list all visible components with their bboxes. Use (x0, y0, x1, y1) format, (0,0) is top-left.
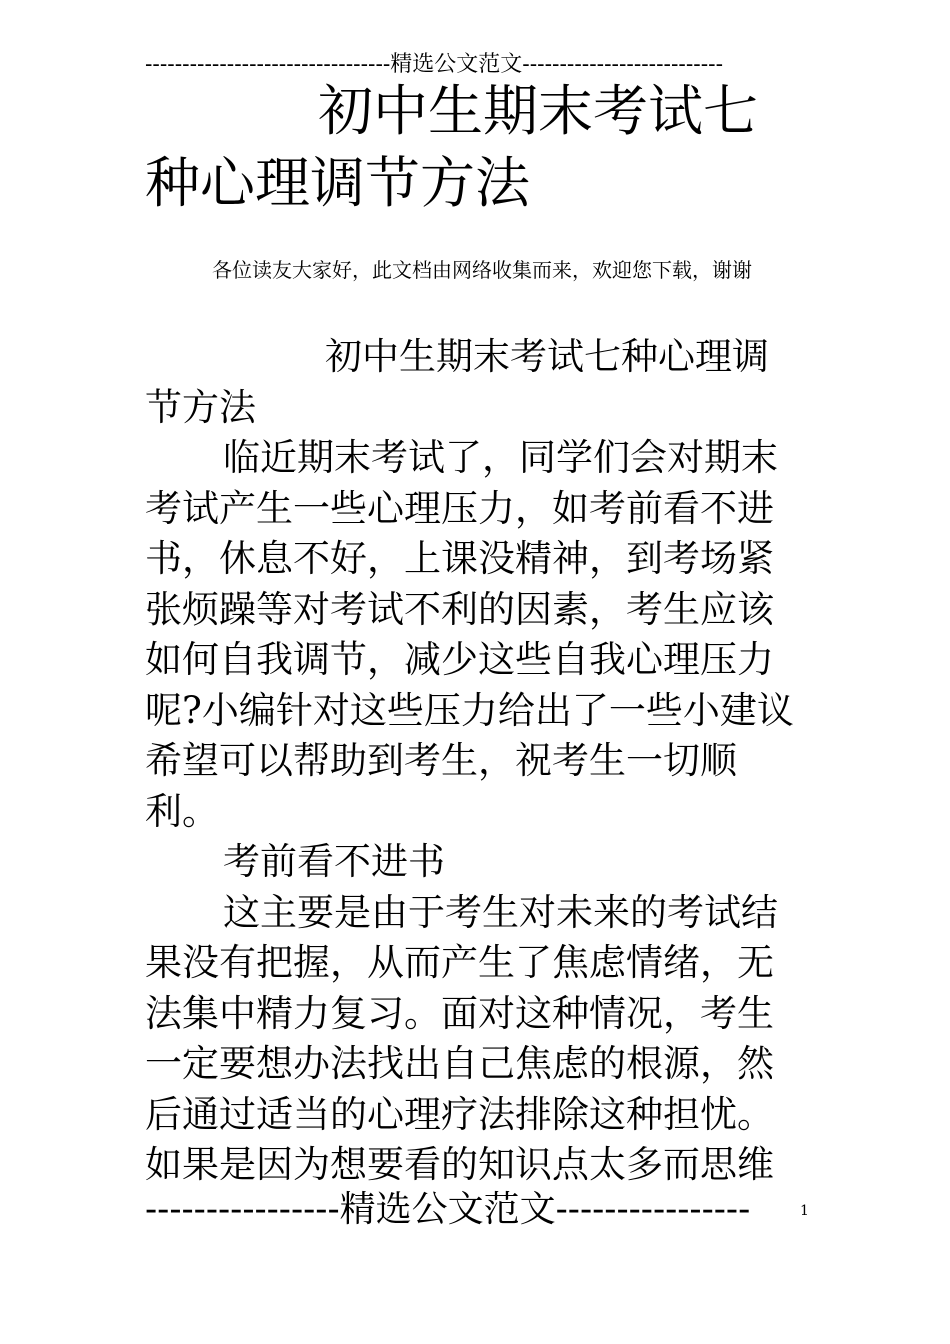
title-line-1: 初中生期末考试七 (318, 79, 759, 143)
title-line-2: 种心理调节方法 (145, 151, 531, 215)
download-notice: 各位读友大家好，此文档由网络收集而来，欢迎您下载，谢谢 (212, 258, 752, 282)
page-header: ---------------------------------精选公文范文--------------------------- (145, 52, 724, 77)
body-heading-continued (145, 383, 805, 434)
page-footer: ----------------精选公文范文---------------- (145, 1189, 751, 1230)
document-body (145, 332, 805, 1191)
page-number: 1 (800, 1203, 809, 1219)
document-title (145, 75, 805, 219)
subheading-cannot-study: 考前看不进书 (223, 840, 445, 883)
paragraph-intro: 临近期末考试了，同学们会对期末考试产生一些心理压力，如考前看不进书，休息不好，上课没精神，到考场紧张烦躁等对考试不利的因素，考生应该如何自我调节，减少这些自我心理压力呢?小编针对这些压力给出了一些小建议希望可以帮助到考生，祝考生一切顺利。 (145, 436, 794, 833)
body-heading (145, 332, 805, 383)
paragraph-anxiety: 这主要是由于考生对未来的考试结果没有把握，从而产生了焦虑情绪，无法集中精力复习。面对这种情况，考生一定要想办法找出自己焦虑的根源，然后通过适当的心理疗法排除这种担忧。如果是因为想要看的知识点太多而思维 (145, 890, 778, 1186)
body-heading-line-2: 节方法 (145, 385, 256, 429)
body-heading-line-1: 初中生期末考试七种心理调 (325, 335, 769, 378)
